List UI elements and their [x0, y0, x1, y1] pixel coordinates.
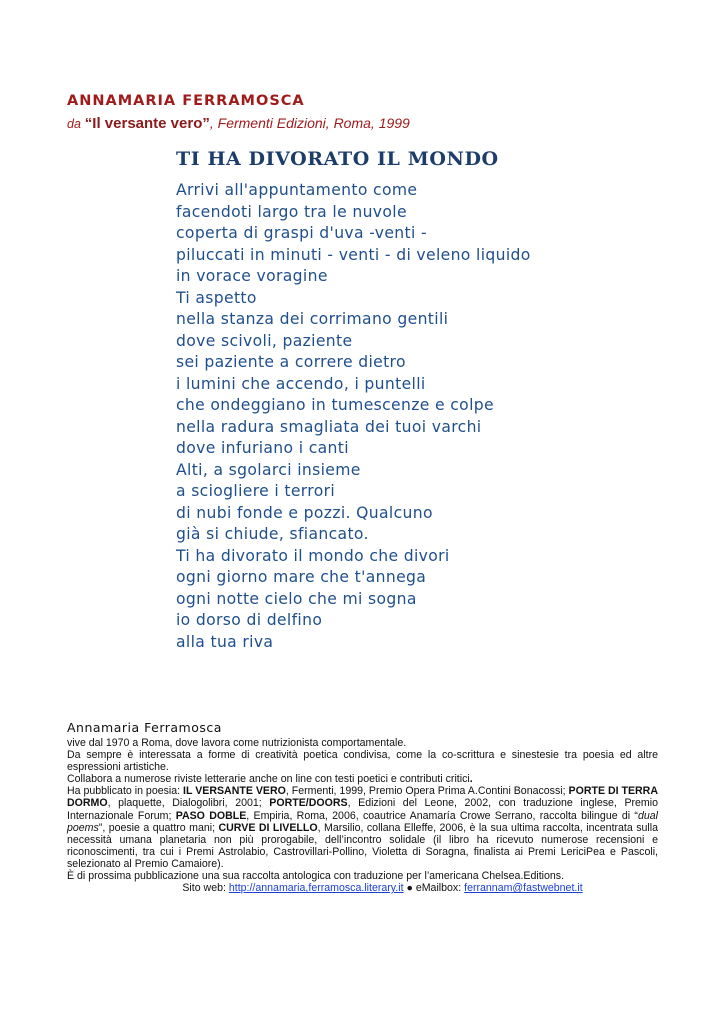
book-title: “Il versante vero”: [84, 115, 210, 132]
poem-line: Arrivi all'appuntamento come: [176, 181, 418, 199]
poem-line: coperta di graspi d'uva -venti -: [176, 224, 427, 242]
poem-line: ogni giorno mare che t'annega: [176, 568, 427, 586]
poem-line: dove scivoli, paziente: [176, 331, 353, 350]
book-name: PORTE DI TERRA DORMO: [67, 785, 658, 810]
bio-publications: [67, 785, 658, 870]
poem-line: sei paziente a correre dietro: [176, 353, 406, 371]
bio-author-name: Annamaria Ferramosca: [67, 720, 222, 735]
bio-italic-text: dual poems: [67, 809, 658, 834]
book-name: CURVE DI LIVELLO: [218, 821, 318, 834]
poem-line: Ti aspetto: [176, 288, 257, 307]
poem-line: alla tua riva: [176, 632, 274, 651]
poem-line: nella radura smagliata dei tuoi varchi: [176, 417, 482, 436]
poem-line: facendoti largo tra le nuvole: [176, 202, 407, 221]
book-name: IL VERSANTE VERO: [183, 785, 286, 798]
poem-line: dove infuriano i canti: [176, 439, 349, 457]
email-link[interactable]: ferrannam@fastwebnet.it: [464, 882, 583, 895]
publisher-info: , Fermenti Edizioni, Roma, 1999: [209, 115, 410, 131]
source-prefix: da: [67, 117, 81, 131]
poem-line: in vorace voragine: [176, 267, 328, 285]
bio-text: ”, poesie a quattro mani;: [98, 821, 219, 834]
bio-text: .: [469, 773, 473, 786]
bio-paragraph: Da sempre è interessata a forme di creatività poetica condivisa, come la co-scrittura e sinestesie tra poesia ed altre espressioni artistiche.: [67, 749, 658, 774]
bio-text: , Marsilio, collana Elleffe, 2006, è la sua ultima raccolta, incentrata sulla necessità umana planetaria non più prorogabile, dell’incontro solidale (il libro ha ricevuto numerose recensioni e riconoscimenti, tra cui i Premi Astrolabio, Castrovillari-Pollino, Violetta di Soragna, finalista ai Premi LericiPea e Pascoli, selezionato al Premio Camaiore).: [67, 821, 658, 870]
poem-title: TI HA DIVORATO IL MONDO: [176, 148, 499, 170]
poem-line: io dorso di delfino: [176, 611, 323, 629]
bio-text: , plaquette, Dialogolibri, 2001;: [107, 797, 270, 810]
poem-line: piluccati in minuti - venti - di veleno liquido: [176, 245, 531, 264]
contact-line: [67, 882, 658, 894]
website-link[interactable]: http://annamaria,ferramosca.literary.it: [228, 882, 404, 895]
bio-text: Collabora a numerose riviste letterarie anche on line con testi poetici e contributi critici: [67, 773, 470, 786]
poem-line: Ti ha divorato il mondo che divori: [176, 546, 450, 565]
book-name: PASO DOBLE: [175, 809, 247, 822]
author-biography: [67, 737, 658, 894]
bio-text: , Empiria, Roma, 2006, coautrice Anamaría Crowe Serrano, raccolta bilingue di “: [246, 809, 638, 822]
poem-line: Alti, a sgolarci insieme: [176, 460, 361, 479]
poem-line: di nubi fonde e pozzi. Qualcuno: [176, 503, 433, 522]
bio-paragraph: vive dal 1970 a Roma, dove lavora come nutrizionista comportamentale.: [67, 737, 407, 749]
bio-paragraph: [67, 773, 658, 785]
poem-line: già si chiude, sfiancato.: [176, 525, 369, 543]
site-label: Sito web:: [182, 882, 229, 895]
poem-line: ogni notte cielo che mi sogna: [176, 589, 417, 608]
author-heading: ANNAMARIA FERRAMOSCA: [67, 93, 305, 109]
poem-body: [176, 180, 531, 653]
book-name: PORTE/DOORS: [269, 797, 348, 810]
poem-line: che ondeggiano in tumescenze e colpe: [176, 396, 494, 414]
poem-line: a sciogliere i terrori: [176, 482, 336, 500]
bio-text: , Edizioni del Leone, 2002, con traduzione inglese, Premio Internazionale Forum;: [67, 797, 658, 822]
bio-text: , Fermenti, 1999, Premio Opera Prima A.Contini Bonacossi;: [285, 785, 569, 798]
poem-line: nella stanza dei corrimano gentili: [176, 310, 449, 328]
mail-label: ● eMailbox:: [403, 882, 465, 895]
source-line: [67, 115, 410, 132]
bio-text: Ha pubblicato in poesia:: [67, 785, 184, 798]
bio-paragraph: È di prossima pubblicazione una sua raccolta antologica con traduzione per l’americana Chelsea.Editions.: [67, 870, 565, 883]
poem-line: i lumini che accendo, i puntelli: [176, 374, 426, 393]
